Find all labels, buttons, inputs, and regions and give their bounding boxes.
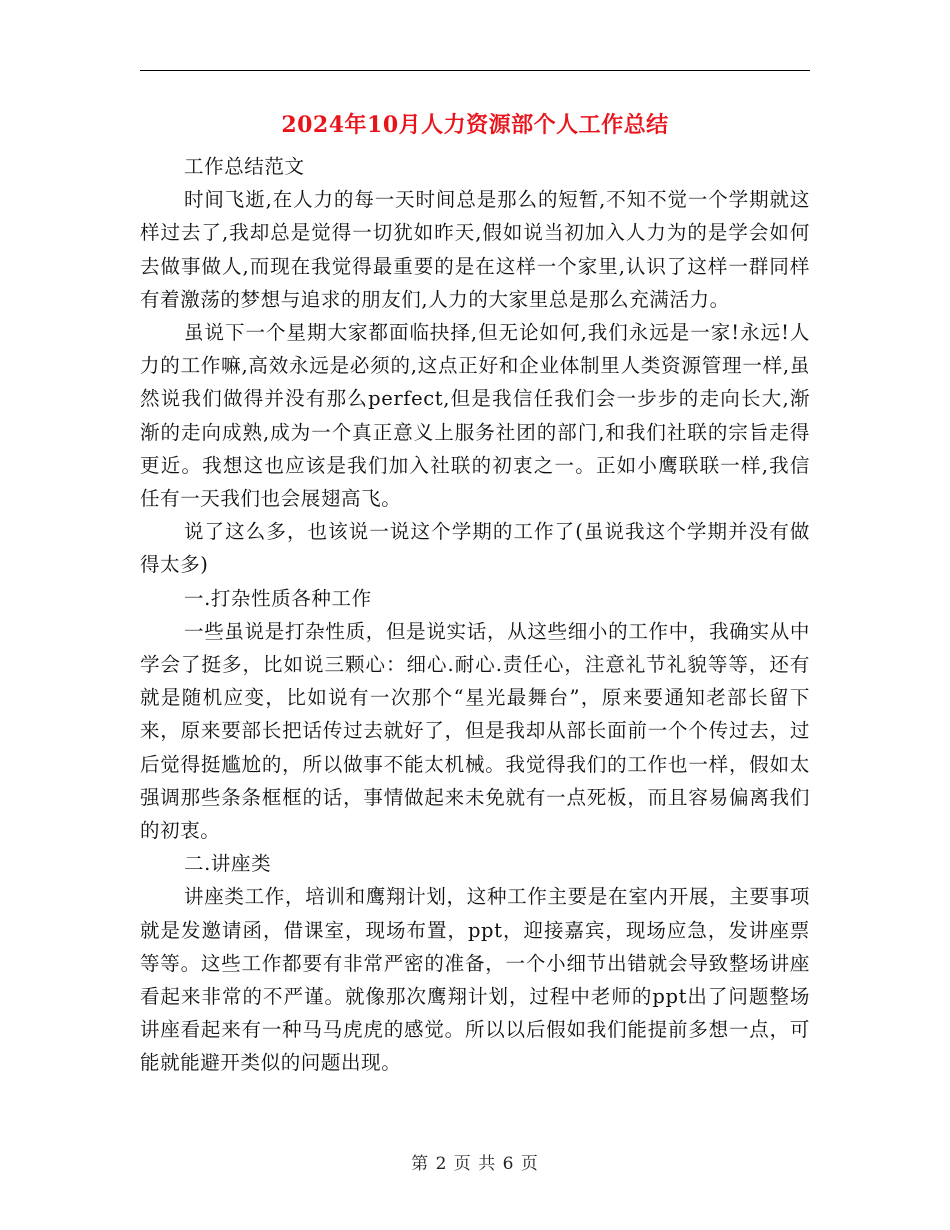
page-number-footer: 第 2 页 共 6 页: [411, 1154, 539, 1174]
document-body: [140, 150, 810, 1080]
section-heading-misc: 一.打杂性质各种工作: [184, 586, 372, 610]
paragraph-lectures: 讲座类工作，培训和鹰翔计划，这种工作主要是在室内开展，主要事项就是发邀请函，借课室，现场布置，ppt，迎接嘉宾，现场应急，发讲座票等等。这些工作都要有非常严密的准备，一个小细节出错就会导致整场讲座看起来非常的不严谨。就像那次鹰翔计划，过程中老师的ppt出了问题整场讲座看起来有一种马马虎虎的感觉。所以以后假如我们能提前多想一点，可能就能避开类似的问题出现。: [140, 885, 810, 1075]
paragraph-subtitle: 工作总结范文: [184, 155, 305, 178]
header-rule: [140, 70, 810, 71]
paragraph-work-lead: 说了这么多，也该说一说这个学期的工作了(虽说我这个学期并没有做得太多): [140, 520, 810, 577]
section-heading-lectures: 二.讲座类: [184, 852, 272, 876]
paragraph-misc-work: 一些虽说是打杂性质，但是说实话，从这些细小的工作中，我确实从中学会了挺多，比如说三颗心：细心.耐心.责任心，注意礼节礼貌等等，还有就是随机应变，比如说有一次那个“星光最舞台”，原来要通知老部长留下来，原来要部长把话传过去就好了，但是我却从部长面前一个个传过去，过后觉得挺尴尬的，所以做事不能太机械。我觉得我们的工作也一样，假如太强调那些条条框框的话，事情做起来未免就有一点死板，而且容易偏离我们的初衷。: [140, 619, 810, 843]
paragraph-family: 虽说下一个星期大家都面临抉择,但无论如何,我们永远是一家!永远!人力的工作嘛,高效永远是必须的,这点正好和企业体制里人类资源管理一样,虽然说我们做得并没有那么perfect,但是我信任我们会一步步的走向长大,渐渐的走向成熟,成为一个真正意义上服务社团的部门,和我们社联的宗旨走得更近。我想这也应该是我们加入社联的初衷之一。正如小鹰联联一样,我信任有一天我们也会展翅高飞。: [140, 321, 810, 511]
paragraph-intro: 时间飞逝,在人力的每一天时间总是那么的短暂,不知不觉一个学期就这样过去了,我却总是觉得一切犹如昨天,假如说当初加入人力为的是学会如何去做事做人,而现在我觉得最重要的是在这样一个家里,认识了这样一群同样有着激荡的梦想与追求的朋友们,人力的大家里总是那么充满活力。: [140, 188, 810, 311]
document-title: 2024年10月人力资源部个人工作总结: [281, 112, 669, 138]
